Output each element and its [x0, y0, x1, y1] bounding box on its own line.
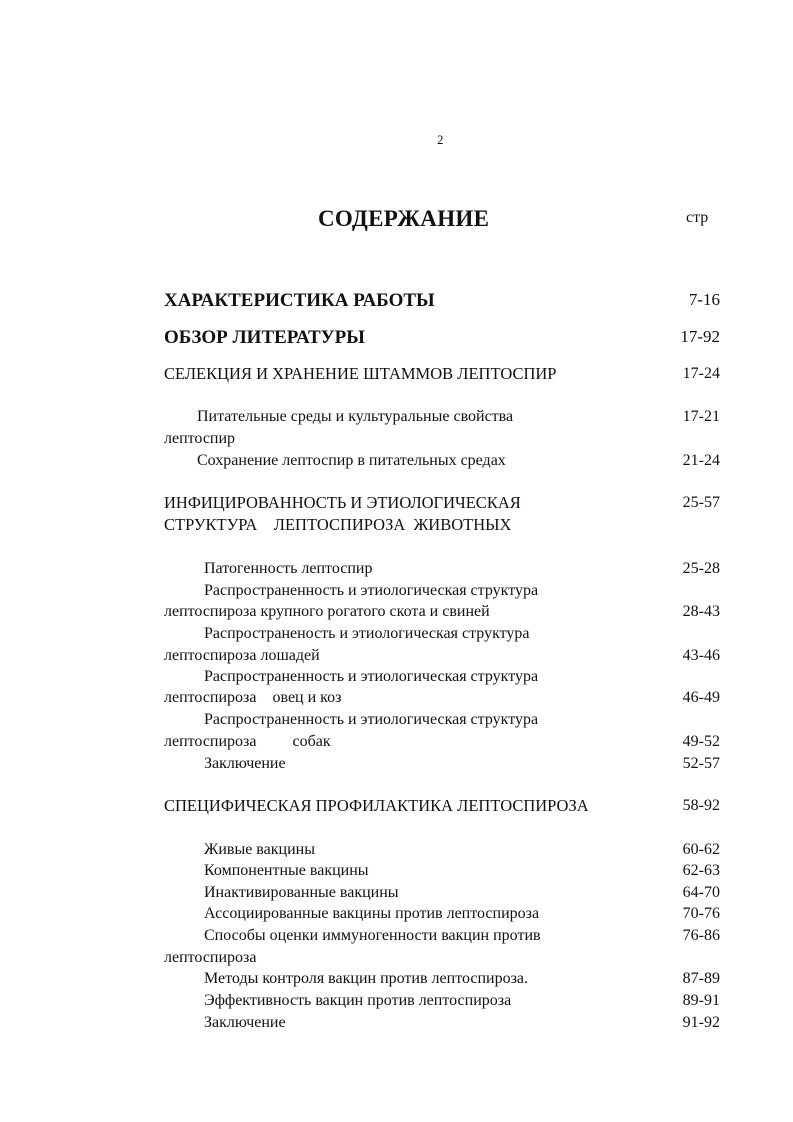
toc-pages-selection: 17-24: [682, 365, 720, 382]
toc-pages-control-methods: 87-89: [682, 970, 720, 987]
toc-pages-sheep-goats: 46-49: [682, 689, 720, 706]
toc-pages-cattle-pigs: 28-43: [682, 603, 720, 620]
toc-pages-dogs: 49-52: [682, 733, 720, 750]
toc-pages-live-vaccines: 60-62: [682, 841, 720, 858]
toc-entry-dogs-line2: лептоспироза собак: [164, 733, 331, 750]
toc-entry-prophylaxis: СПЕЦИФИЧЕСКАЯ ПРОФИЛАКТИКА ЛЕПТОСПИРОЗА: [164, 796, 589, 815]
toc-pages-pathogenicity: 25-28: [682, 560, 720, 577]
toc-entry-component-vaccines: Компонентные вакцины: [204, 862, 369, 879]
toc-entry-live-vaccines: Живые вакцины: [204, 841, 315, 858]
toc-entry-conclusion-1: Заключение: [204, 755, 286, 772]
page-title: СОДЕРЖАНИЕ: [318, 206, 490, 231]
toc-entry-inactivated-vaccines: Инактивированные вакцины: [204, 884, 399, 901]
toc-entry-associated-vaccines: Ассоциированные вакцины против лептоспироза: [204, 905, 540, 922]
toc-entry-nutrient-media-line2: лептоспир: [164, 430, 236, 447]
toc-pages-immunogenicity: 76-86: [682, 927, 720, 944]
toc-entry-pathogenicity: Патогенность лептоспир: [204, 560, 373, 577]
toc-entry-immunogenicity-line1: Способы оценки иммуногенности вакцин против: [204, 927, 541, 944]
toc-entry-efficacy: Эффективность вакцин против лептоспироза: [204, 992, 512, 1009]
toc-pages-preservation: 21-24: [682, 452, 720, 469]
toc-pages-nutrient-media: 17-21: [682, 408, 720, 425]
toc-pages-inactivated-vaccines: 64-70: [682, 884, 720, 901]
toc-pages-conclusion-1: 52-57: [682, 755, 720, 772]
toc-pages-horses: 43-46: [682, 647, 720, 664]
toc-pages-prophylaxis: 58-92: [682, 797, 720, 814]
toc-entry-infection-line2: СТРУКТУРА ЛЕПТОСПИРОЗА ЖИВОТНЫХ: [164, 515, 512, 534]
toc-entry-characteristic: ХАРАКТЕРИСТИКА РАБОТЫ: [164, 290, 435, 311]
toc-entry-dogs-line1: Распространенность и этиологическая структура: [204, 711, 539, 728]
toc-entry-infection-line1: ИНФИЦИРОВАННОСТЬ И ЭТИОЛОГИЧЕСКАЯ: [164, 493, 521, 512]
toc-entry-preservation: Сохранение лептоспир в питательных средах: [197, 452, 506, 469]
toc-pages-component-vaccines: 62-63: [682, 862, 720, 879]
toc-pages-characteristic: 7-16: [688, 290, 720, 309]
toc-entry-nutrient-media-line1: Питательные среды и культуральные свойства: [197, 408, 514, 425]
toc-pages-associated-vaccines: 70-76: [682, 905, 720, 922]
toc-pages-review: 17-92: [680, 327, 720, 346]
toc-entry-cattle-pigs-line2: лептоспироза крупного рогатого скота и свиней: [164, 603, 490, 620]
toc-pages-infection: 25-57: [682, 494, 720, 511]
toc-entry-cattle-pigs-line1: Распространенность и этиологическая структура: [204, 582, 539, 599]
toc-entry-control-methods: Методы контроля вакцин против лептоспироза.: [204, 970, 529, 987]
toc-entry-selection: СЕЛЕКЦИЯ И ХРАНЕНИЕ ШТАММОВ ЛЕПТОСПИР: [164, 364, 557, 383]
toc-entry-sheep-goats-line2: лептоспироза овец и коз: [164, 689, 342, 706]
toc-entry-horses-line1: Распространеность и этиологическая структура: [204, 625, 530, 642]
page-number: 2: [437, 132, 444, 147]
toc-pages-efficacy: 89-91: [682, 992, 720, 1009]
toc-entry-immunogenicity-line2: лептоспироза: [164, 949, 257, 966]
toc-entry-review: ОБЗОР ЛИТЕРАТУРЫ: [164, 327, 365, 348]
toc-entry-conclusion-2: Заключение: [204, 1014, 286, 1031]
toc-entry-sheep-goats-line1: Распространенность и этиологическая структура: [204, 668, 539, 685]
toc-pages-conclusion-2: 91-92: [682, 1014, 720, 1031]
page-column-label: стр: [686, 209, 709, 226]
toc-entry-horses-line2: лептоспироза лошадей: [164, 647, 320, 664]
